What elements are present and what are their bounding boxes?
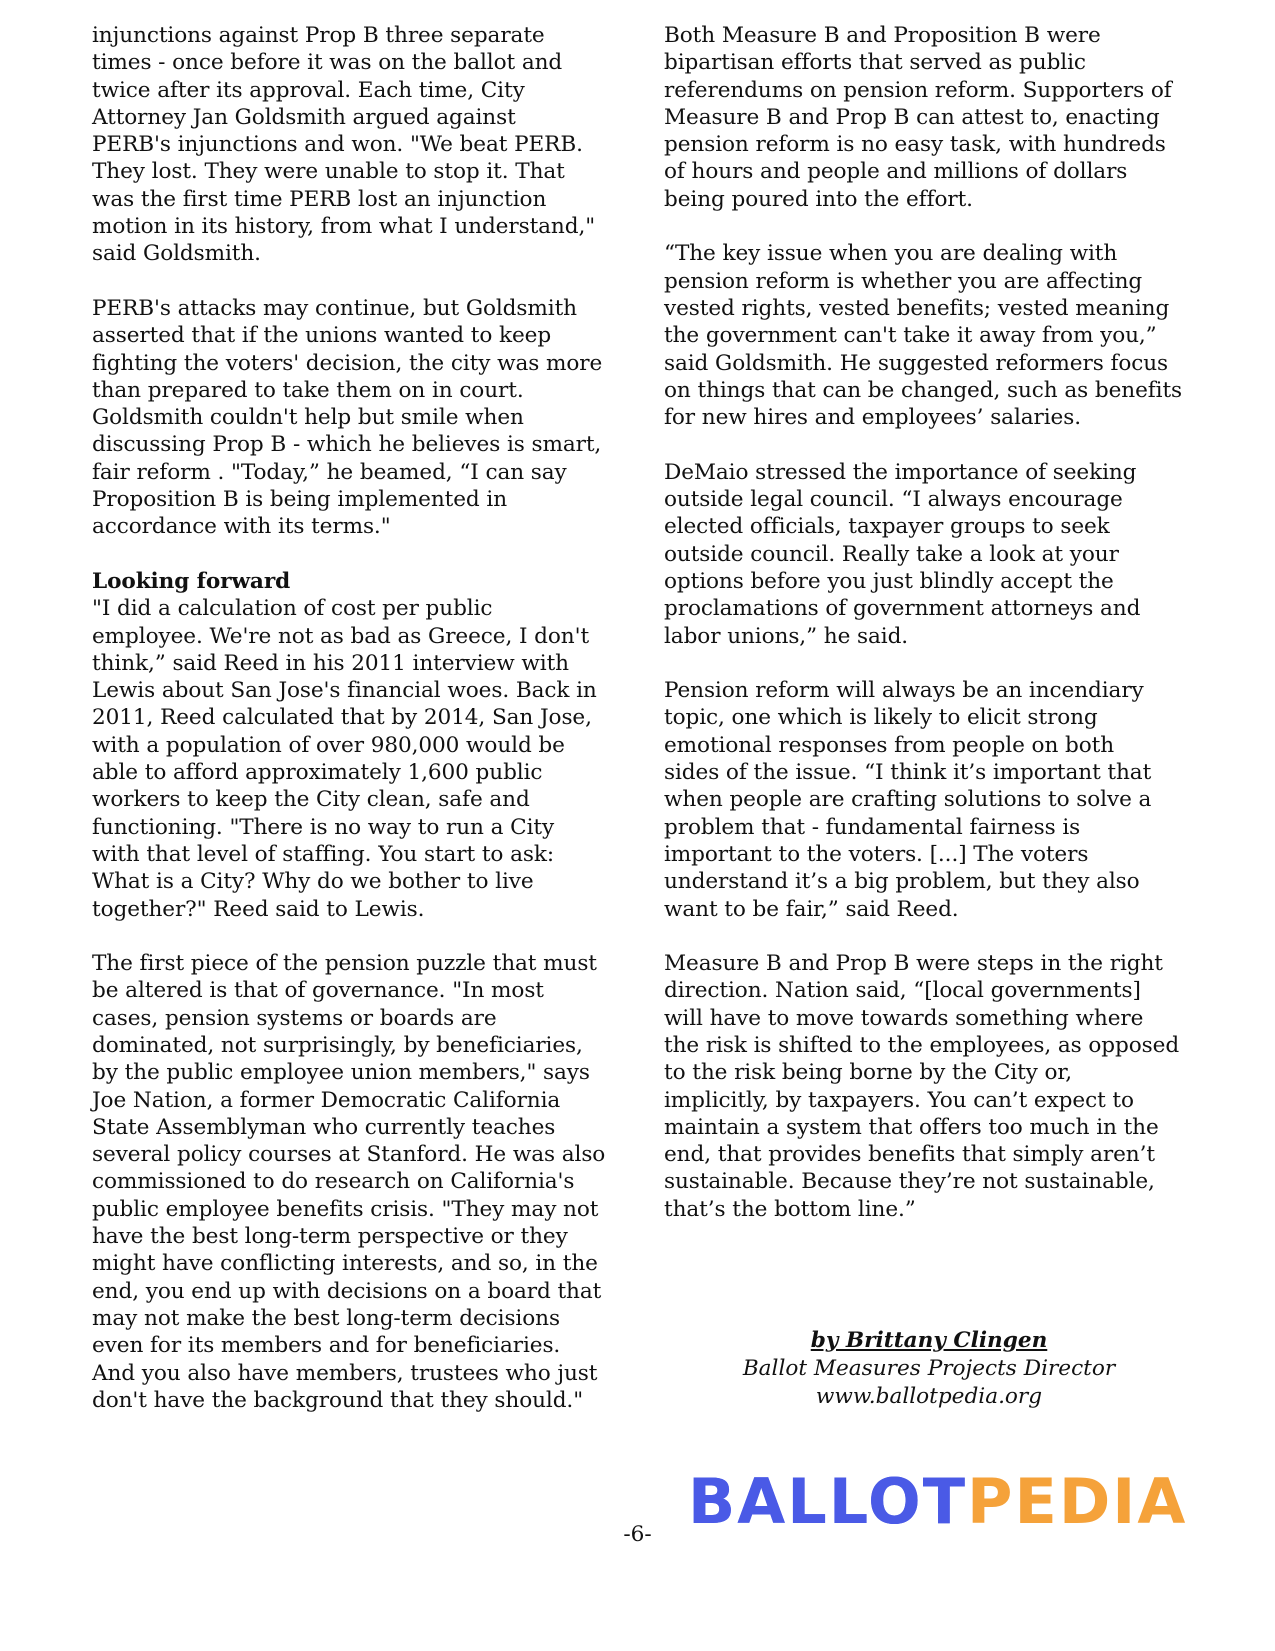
page-number: -6-	[623, 1522, 652, 1547]
paragraph: DeMaio stressed the importance of seeking outside legal council. “I always encourage elected officials, taxpayer groups to seek outside council. Really take a look at your options before you just blindly accept the proclamations of government attorneys and labor unions,” he said.	[664, 459, 1141, 649]
author-name: by Brittany Clingen	[810, 1328, 1048, 1353]
author-role: Ballot Measures Projects Director	[742, 1356, 1116, 1381]
paragraph: injunctions against Prop B three separate times - once before it was on the ballot and twice after its approval. Each time, City Attorney Jan Goldsmith argued against PERB's injunctions and won. "We beat PERB. They lost. They were unable to stop it. That was the first time PERB lost an injunction motion in its history, from what I understand," said Goldsmith.	[92, 23, 596, 267]
paragraph: “The key issue when you are dealing with pension reform is whether you are affecting vested rights, vested benefits; vested meaning the government can't take it away from you,” said Goldsmith. He suggested reformers focus on things that can be changed, such as benefits for new hires and employees’ salaries.	[664, 241, 1182, 431]
paragraph: "I did a calculation of cost per public employee. We're not as bad as Greece, I don't think,” said Reed in his 2011 interview with Lewis about San Jose's financial woes. Back in 2011, Reed calculated that by 2014, San Jose, with a population of over 980,000 would be able to afford approximately 1,600 public workers to keep the City clean, safe and functioning. "There is no way to run a City with that level of staffing. You start to ask: What is a City? Why do we bother to live together?" Reed said to Lewis.	[92, 596, 597, 922]
logo-part-pedia: PEDIA	[967, 1465, 1188, 1538]
paragraph: The first piece of the pension puzzle that must be altered is that of governance. "In most cases, pension systems or boards are dominated, not surprisingly, by beneficiaries, by the public employee union members," says Joe Nation, a former Democratic California State Assemblyman who currently teaches several policy courses at Stanford. He was also commissioned to do research on California's public employee benefits crisis. "They may not have the best long-term perspective or they might have conflicting interests, and so, in the end, you end up with decisions on a board that may not make the best long-term decisions even for its members and for beneficiaries. And you also have members, trustees who just don't have the background that they should."	[92, 951, 606, 1413]
paragraph: PERB's attacks may continue, but Goldsmith asserted that if the unions wanted to keep fighting the voters' decision, the city was more than prepared to take them on in court. Goldsmith couldn't help but smile when discussing Prop B - which he believes is smart, fair reform . "Today,” he beamed, “I can say Proposition B is being implemented in accordance with its terms."	[92, 295, 603, 540]
website-link[interactable]: www.ballotpedia.org	[815, 1384, 1043, 1409]
logo-part-ballot: BALLOT	[688, 1465, 968, 1538]
byline	[664, 1327, 1194, 1411]
paragraph: Pension reform will always be an incendiary topic, one which is likely to elicit strong emotional responses from people on both sides of the issue. “I think it’s important that when people are crafting solutions to solve a problem that - fundamental fairness is important to the voters. [...] The voters understand it’s a big problem, but they also want to be fair,” said Reed.	[664, 678, 1152, 922]
section-heading: Looking forward	[92, 568, 291, 594]
paragraph: Both Measure B and Proposition B were bipartisan efforts that served as public referendums on pension reform. Supporters of Measure B and Prop B can attest to, enacting pension reform is no easy task, with hundreds of hours and people and millions of dollars being poured into the effort.	[664, 23, 1172, 212]
left-column	[92, 22, 612, 1414]
right-column	[664, 22, 1194, 1223]
paragraph: Measure B and Prop B were steps in the right direction. Nation said, “[local governments] will have to move towards something where the risk is shifted to the employees, as opposed to the risk being borne by the City or, implicitly, by taxpayers. You can’t expect to maintain a system that offers too much in the end, that provides benefits that simply aren’t sustainable. Because they’re not sustainable, that’s the bottom line.”	[664, 951, 1180, 1222]
